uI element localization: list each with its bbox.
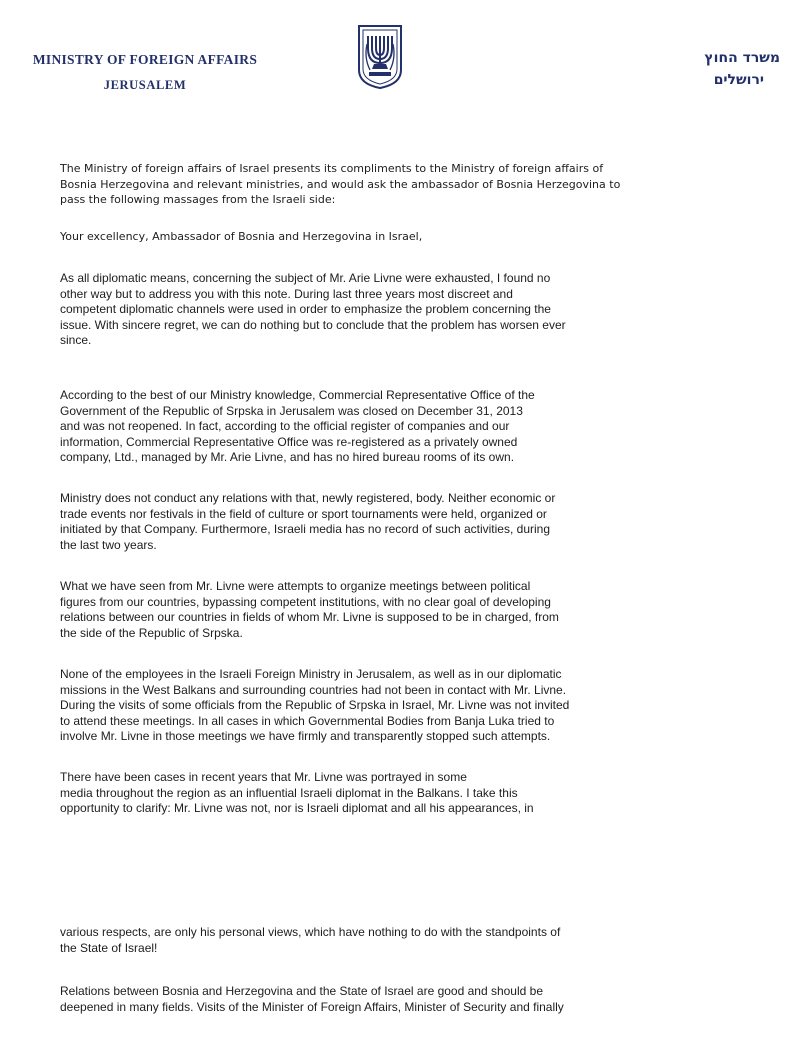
paragraph-attempts: What we have seen from Mr. Livne were attempts to organize meetings between political figures from our countries, bypassing competent institutions, with no clear goal of developing relations between our countries in fields of whom Mr. Livne is supposed to be in charged, from the side of the Republic of Srpska.	[60, 579, 559, 640]
letterhead-hebrew	[650, 50, 780, 88]
paragraph-media-portrayal: There have been cases in recent years that Mr. Livne was portrayed in some media throughout the region as an influential Israeli diplomat in the Balkans. I take this opportunity to clarify: Mr. Livne was not, nor is Israeli diplomat and all his appearances, in	[60, 770, 534, 816]
letter-body	[60, 161, 750, 208]
ministry-name-hebrew: משרד החוץ	[704, 50, 780, 66]
paragraph-representative-office: According to the best of our Ministry knowledge, Commercial Representative Office of the Government of the Republic of Srpska in Jerusalem was closed on December 31, 2013 and was not reopened. In fact, according to the official register of companies and our information, Commercial Representative Office was re-registered as a privately owned company, Ltd., managed by Mr. Arie Livne, and has no hired bureau rooms of its own.	[60, 388, 535, 465]
paragraph-personal-views: various respects, are only his personal views, which have nothing to do with the standpoints of the State of Israel!	[60, 925, 561, 955]
city-name-hebrew: ירושלים	[713, 72, 764, 88]
city-name-english: JERUSALEM	[103, 78, 187, 92]
paragraph-diplomatic-means: As all diplomatic means, concerning the subject of Mr. Arie Livne were exhausted, I found no other way but to address you with this note. During last three years most discreet and competent diplomatic channels were used in order to emphasize the problem concerning the issue. With sincere regret, we can do nothing but to conclude that the problem has worsen ever since.	[60, 271, 566, 348]
paragraph-intro: The Ministry of foreign affairs of Israel presents its compliments to the Ministry of foreign affairs of Bosnia Herzegovina and relevant ministries, and would ask the ambassador of Bosnia Herzegovina to pass the following massages from the Israeli side:	[60, 162, 621, 207]
paragraph-no-contact: None of the employees in the Israeli Foreign Ministry in Jerusalem, as well as in our diplomatic missions in the West Balkans and surrounding countries had not been in contact with Mr. Livne. During the visits of some officials from the Republic of Srpska in Israel, Mr. Livne was not invited to attend these meetings. In all cases in which Governmental Bodies from Banja Luka tried to involve Mr. Livne in those meetings we have firmly and transparently stopped such attempts.	[60, 667, 570, 744]
paragraph-no-relations: Ministry does not conduct any relations with that, newly registered, body. Neither economic or trade events nor festivals in the field of culture or sport tournaments were held, organized or initiated by that Company. Furthermore, Israeli media has no record of such activities, during the last two years.	[60, 491, 556, 552]
menorah-emblem-icon	[356, 24, 404, 90]
letterhead-english	[20, 52, 270, 93]
paragraph-relations: Relations between Bosnia and Herzegovina and the State of Israel are good and should be deepened in many fields. Visits of the Minister of Foreign Affairs, Minister of Security and finally	[60, 984, 564, 1014]
paragraph-salutation: Your excellency, Ambassador of Bosnia and Herzegovina in Israel,	[60, 230, 423, 243]
ministry-name-english: MINISTRY OF FOREIGN AFFAIRS	[32, 52, 258, 67]
